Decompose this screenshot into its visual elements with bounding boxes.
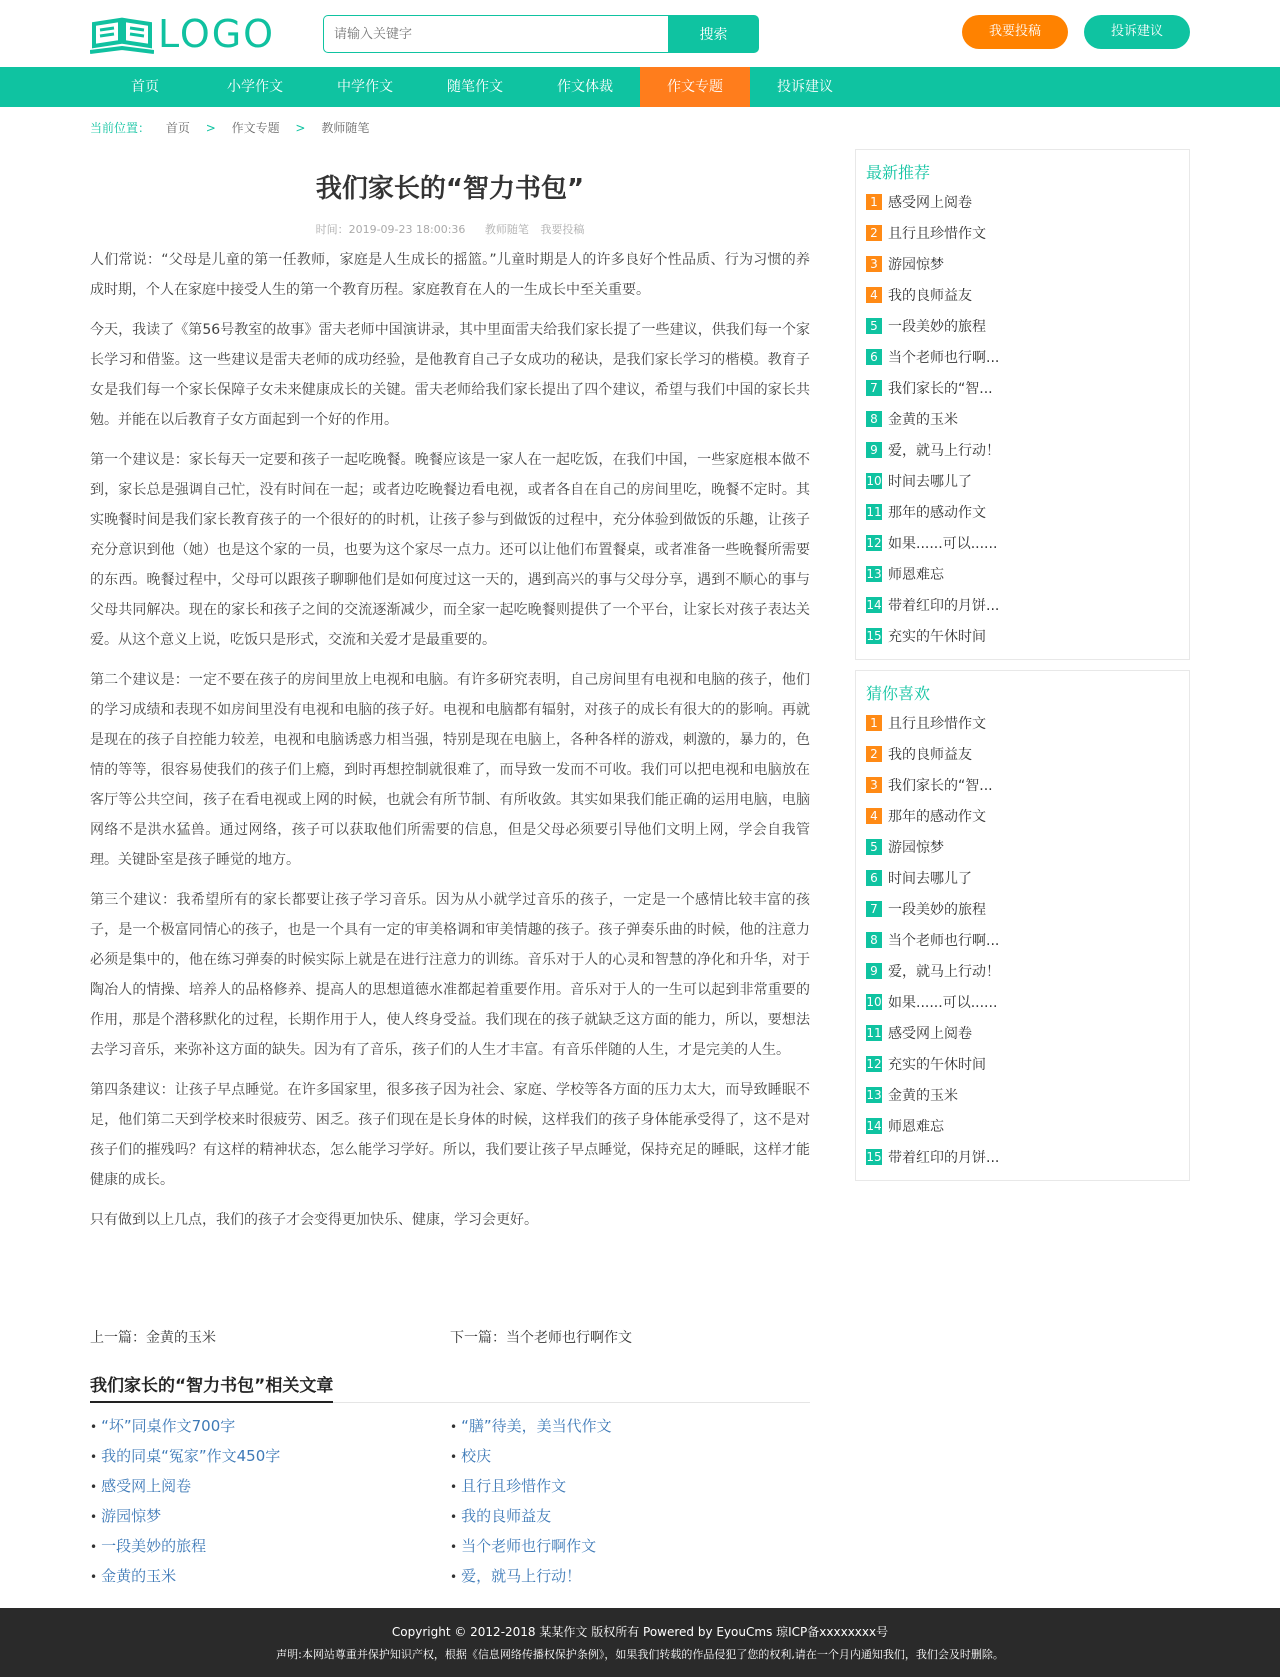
sidebar-item-label: 师恩难忘 <box>888 1119 944 1135</box>
breadcrumb-current[interactable]: 教师随笔 <box>321 121 370 135</box>
sidebar-list-item[interactable] <box>866 312 1023 343</box>
sidebar-list-item[interactable] <box>866 1019 1023 1050</box>
sidebar-item-label: 充实的午休时间 <box>888 1057 986 1073</box>
breadcrumb-topic[interactable]: 作文专题 <box>231 121 280 135</box>
breadcrumb-label: 当前位置： <box>90 121 151 135</box>
sidebar-item-label: 时间去哪儿了 <box>888 474 972 490</box>
sidebar-item-label: 爱，就马上行动！ <box>888 964 1000 980</box>
sidebar-list-item[interactable] <box>866 374 1023 405</box>
breadcrumb <box>90 107 1190 149</box>
sidebar-item-label: 金黄的玉米 <box>888 412 958 428</box>
latest-box <box>855 149 1190 660</box>
article-body <box>90 245 810 1235</box>
sidebar-list-item[interactable] <box>866 709 1023 740</box>
latest-list <box>866 188 1179 653</box>
rank-badge: 6 <box>866 870 882 886</box>
complaint-button[interactable]: 投诉建议 <box>1084 15 1190 49</box>
sidebar-list-item[interactable] <box>866 957 1023 988</box>
article-meta <box>90 215 810 245</box>
header <box>90 0 1190 67</box>
prev-next-nav <box>90 1327 810 1353</box>
related-item[interactable]: • 游园惊梦 <box>90 1507 162 1525</box>
sidebar-list-item[interactable] <box>866 1050 1023 1081</box>
sidebar-item-label: 如果......可以...... <box>888 995 998 1011</box>
article-title: 我们家长的“智力书包” <box>315 174 585 204</box>
sidebar-item-label: 且行且珍惜作文 <box>888 716 986 732</box>
rank-badge: 6 <box>866 349 882 365</box>
nav-item-primary[interactable]: 小学作文 <box>227 79 283 95</box>
sidebar-item-label: 那年的感动作文 <box>888 505 986 521</box>
footer <box>0 1608 1280 1677</box>
related-item[interactable]: • 我的良师益友 <box>450 1507 552 1525</box>
related-item[interactable]: • 校庆 <box>450 1447 492 1465</box>
breadcrumb-separator: > <box>295 121 306 135</box>
rank-badge: 12 <box>866 536 882 550</box>
sidebar-list-item[interactable] <box>866 622 1023 653</box>
sidebar-list-item[interactable] <box>866 926 1023 957</box>
nav-item-home[interactable]: 首页 <box>131 79 159 95</box>
paragraph: 第一个建议是：家长每天一定要和孩子一起吃晚餐。晚餐应该是一家人在一起吃饭，在我们中国，一些家庭根本做不到，家长总是强调自己忙，没有时间在一起；或者边吃晚餐边看电视，或者各自在自己的房间里吃，晚餐不定时。其实晚餐时间是我们家长教育孩子的一个很好的的时机，让孩子参与到做饭的过程中，充分体验到做饭的乐趣，让孩子充分意识到他（她）也是这个家的一员，也要为这个家尽一点力。还可以让他们布置餐桌，或者准备一些晚餐所需要的东西。晚餐过程中，父母可以跟孩子聊聊他们是如何度过这一天的，遇到高兴的事与父母分享，遇到不顺心的事与父母共同解决。现在的家长和孩子之间的交流逐渐减少，而全家一起吃晚餐则提供了一个平台，让家长对孩子表达关爱。从这个意义上说，吃饭只是形式，交流和关爱才是最重要的。 <box>90 452 810 648</box>
sidebar-list-item[interactable] <box>866 436 1023 467</box>
guess-title: 猜你喜欢 <box>866 684 931 703</box>
sidebar-item-label: 金黄的玉米 <box>888 1088 958 1104</box>
rank-badge: 15 <box>866 629 882 643</box>
sidebar-item-label: 那年的感动作文 <box>888 809 986 825</box>
sidebar-list-item[interactable] <box>866 833 1023 864</box>
rank-badge: 8 <box>866 411 882 427</box>
rank-badge: 14 <box>866 598 882 612</box>
sidebar-item-label: 我们家长的“智... <box>888 381 993 397</box>
rank-badge: 9 <box>866 442 882 458</box>
related-column-left <box>90 1411 450 1591</box>
related-title: 我们家长的“智力书包”相关文章 <box>90 1371 333 1403</box>
sidebar-item-label: 我的良师益友 <box>888 747 972 763</box>
sidebar-list-item[interactable] <box>866 740 1023 771</box>
breadcrumb-separator: > <box>205 121 216 135</box>
rank-badge: 5 <box>866 318 882 334</box>
paragraph: 今天，我读了《第56号教室的故事》雷夫老师中国演讲录，其中里面雷夫给我们家长提了一些建议，供我们每一个家长学习和借鉴。这一些建议是雷夫老师的成功经验，是他教育自己子女成功的秘诀，是我们家长学习的楷模。教育子女是我们每一个家长保障子女未来健康成长的关键。雷夫老师给我们家长提出了四个建议，希望与我们中国的家长共勉。并能在以后教育子女方面起到一个好的作用。 <box>90 322 810 428</box>
guess-box <box>855 670 1190 1181</box>
sidebar-list-item[interactable] <box>866 529 1023 560</box>
article-submit-link[interactable]: 我要投稿 <box>540 223 585 236</box>
nav-item-essay[interactable]: 随笔作文 <box>447 79 503 95</box>
sidebar-item-label: 我的良师益友 <box>888 288 972 304</box>
rank-badge: 1 <box>866 715 882 731</box>
rank-badge: 5 <box>866 839 882 855</box>
related-item[interactable]: • 金黄的玉米 <box>90 1567 177 1585</box>
related-item[interactable]: • 一段美妙的旅程 <box>90 1537 207 1555</box>
rank-badge: 12 <box>866 1057 882 1071</box>
sidebar-list-item[interactable] <box>866 864 1023 895</box>
rank-badge: 1 <box>866 194 882 210</box>
latest-title: 最新推荐 <box>866 163 931 182</box>
sidebar-item-label: 当个老师也行啊... <box>888 350 1000 366</box>
rank-badge: 13 <box>866 567 882 581</box>
related-header <box>90 1371 810 1403</box>
nav-item-complaint[interactable]: 投诉建议 <box>777 79 833 95</box>
sidebar-item-label: 一段美妙的旅程 <box>888 902 986 918</box>
rank-badge: 11 <box>866 1026 882 1040</box>
copyright: Copyright © 2012-2018 某某作文 版权所有 Powered by EyouCms 琼ICP备xxxxxxxx号 <box>391 1625 889 1639</box>
related-column-right <box>450 1411 810 1591</box>
guess-list <box>866 709 1179 1174</box>
rank-badge: 3 <box>866 256 882 272</box>
related-item[interactable]: • 感受网上阅卷 <box>90 1477 192 1495</box>
sidebar-item-label: 充实的午休时间 <box>888 629 986 645</box>
sidebar-item-label: 爱，就马上行动！ <box>888 443 1000 459</box>
nav-item-middle[interactable]: 中学作文 <box>337 79 393 95</box>
rank-badge: 10 <box>866 474 882 488</box>
related-item[interactable]: • “坏”同桌作文700字 <box>90 1417 236 1435</box>
sidebar-item-label: 时间去哪儿了 <box>888 871 972 887</box>
sidebar-list-item[interactable] <box>866 591 1023 622</box>
sidebar-item-label: 一段美妙的旅程 <box>888 319 986 335</box>
rank-badge: 14 <box>866 1119 882 1133</box>
article-category[interactable]: 教师随笔 <box>484 223 529 236</box>
breadcrumb-home[interactable]: 首页 <box>165 121 190 135</box>
sidebar-item-label: 师恩难忘 <box>888 567 944 583</box>
related-item[interactable]: • 当个老师也行啊作文 <box>450 1537 597 1555</box>
prev-article-link[interactable]: 上一篇：金黄的玉米 <box>90 1330 216 1346</box>
sidebar-item-label: 我们家长的“智... <box>888 778 993 794</box>
sidebar-list-item[interactable] <box>866 560 1023 591</box>
rank-badge: 8 <box>866 932 882 948</box>
paragraph: 第三个建议：我希望所有的家长都要让孩子学习音乐。因为从小就学过音乐的孩子，一定是一个感情比较丰富的孩子，是一个极富同情心的孩子，也是一个具有一定的审美格调和审美情趣的孩子。孩子弹奏乐曲的时候，他的注意力必须是集中的，他在练习弹奏的时候实际上就是在进行注意力的训练。音乐对于人的心灵和智慧的净化和升华，对于陶冶人的情操、培养人的品格修养、提高人的思想道德水准都起着重要作用。音乐对于人的一生可以起到非常重要的作用，那是个潜移默化的过程，长期作用于人，使人终身受益。我们现在的孩子就缺乏这方面的能力，所以，要想法去学习音乐，来弥补这方面的缺失。因为有了音乐，孩子们的人生才丰富。有音乐伴随的人生，才是完美的人生。 <box>90 892 810 1058</box>
rank-badge: 7 <box>866 380 882 396</box>
sidebar-item-label: 游园惊梦 <box>888 257 944 273</box>
sidebar-item-label: 感受网上阅卷 <box>888 1026 972 1042</box>
sidebar-list-item[interactable] <box>866 405 1023 436</box>
sidebar-list-item[interactable] <box>866 498 1023 529</box>
related-item[interactable]: • 我的同桌“冤家”作文450字 <box>90 1447 281 1465</box>
sidebar-list-item[interactable] <box>866 1081 1023 1112</box>
sidebar-list-item[interactable] <box>866 467 1023 498</box>
paragraph: 只有做到以上几点，我们的孩子才会变得更加快乐、健康，学习会更好。 <box>90 1212 538 1228</box>
paragraph: 第二个建议是：一定不要在孩子的房间里放上电视和电脑。有许多研究表明，自己房间里有电视和电脑的孩子，他们的学习成绩和表现不如房间里没有电视和电脑的孩子好。电视和电脑都有辐射，对孩子的成长有很大的的影响。再就是现在的孩子自控能力较差，电视和电脑诱惑力相当强，特别是现在电脑上，各种各样的游戏，刺激的，暴力的，色情的等等，很容易使我们的孩子们上瘾，到时再想控制就很难了，而导致一发而不可收。我们可以把电视和电脑放在客厅等公共空间，孩子在看电视或上网的时候，也就会有所节制、有所收敛。其实如果我们能正确的运用电脑，电脑网络不是洪水猛兽。通过网络，孩子可以获取他们所需要的信息，但是父母必须要引导他们文明上网，学会自我管理。关键卧室是孩子睡觉的地方。 <box>90 672 810 868</box>
rank-badge: 13 <box>866 1088 882 1102</box>
search-bar <box>323 15 759 53</box>
rank-badge: 2 <box>866 746 882 762</box>
rank-badge: 9 <box>866 963 882 979</box>
sidebar-item-label: 感受网上阅卷 <box>888 195 972 211</box>
sidebar-list-item[interactable] <box>866 343 1023 374</box>
sidebar-item-label: 且行且珍惜作文 <box>888 226 986 242</box>
article <box>90 149 810 1245</box>
related-item[interactable]: • 且行且珍惜作文 <box>450 1477 567 1495</box>
sidebar-list-item[interactable] <box>866 802 1023 833</box>
related-item[interactable]: • “膳”待美，美当代作文 <box>450 1417 612 1435</box>
sidebar-item-label: 如果......可以...... <box>888 536 998 552</box>
sidebar-list-item[interactable] <box>866 1143 1023 1174</box>
rank-badge: 4 <box>866 808 882 824</box>
rank-badge: 2 <box>866 225 882 241</box>
paragraph: 第四条建议：让孩子早点睡觉。在许多国家里，很多孩子因为社会、家庭、学校等各方面的压力太大，而导致睡眠不足，他们第二天到学校来时很疲劳、困乏。孩子们现在是长身体的时候，这样我们的孩子身体能承受得了，这不是对孩子们的摧残吗？有这样的精神状态，怎么能学习学好。所以，我们要让孩子早点睡觉，保持充足的睡眠，这样才能健康的成长。 <box>90 1082 810 1188</box>
sidebar-item-label: 当个老师也行啊... <box>888 933 1000 949</box>
paragraph: 人们常说：“父母是儿童的第一任教师，家庭是人生成长的摇篮。”儿童时期是人的许多良好个性品质、行为习惯的养成时期，个人在家庭中接受人生的第一个教育历程。家庭教育在人的一生成长中至关重要。 <box>90 252 810 298</box>
rank-badge: 7 <box>866 901 882 917</box>
nav-item-genre[interactable]: 作文体裁 <box>557 79 613 95</box>
sidebar <box>855 149 1190 1191</box>
sidebar-list-item[interactable] <box>866 988 1023 1019</box>
main-content <box>90 149 1190 1609</box>
next-article-link[interactable]: 下一篇：当个老师也行啊作文 <box>450 1330 632 1346</box>
sidebar-list-item[interactable] <box>866 1112 1023 1143</box>
sidebar-item-label: 带着红印的月饼... <box>888 1150 1000 1166</box>
rank-badge: 3 <box>866 777 882 793</box>
main-nav <box>0 67 1280 107</box>
search-button[interactable]: 搜索 <box>668 15 759 53</box>
search-input[interactable] <box>323 15 668 53</box>
nav-item-topic[interactable]: 作文专题 <box>640 67 750 107</box>
sidebar-list-item[interactable] <box>866 250 1023 281</box>
logo-text: LOGO <box>158 12 276 56</box>
rank-badge: 15 <box>866 1150 882 1164</box>
sidebar-item-label: 带着红印的月饼... <box>888 598 1000 614</box>
related-item[interactable]: • 爱，就马上行动！ <box>450 1567 582 1585</box>
sidebar-list-item[interactable] <box>866 281 1023 312</box>
book-logo-icon <box>90 12 154 56</box>
sidebar-list-item[interactable] <box>866 895 1023 926</box>
sidebar-list-item[interactable] <box>866 188 1023 219</box>
submit-article-button[interactable]: 我要投稿 <box>962 15 1068 49</box>
sidebar-list-item[interactable] <box>866 771 1023 802</box>
rank-badge: 10 <box>866 995 882 1009</box>
rank-badge: 4 <box>866 287 882 303</box>
sidebar-item-label: 游园惊梦 <box>888 840 944 856</box>
sidebar-list-item[interactable] <box>866 219 1023 250</box>
logo[interactable] <box>90 12 275 56</box>
article-time: 时间：2019-09-23 18:00:36 <box>315 223 466 236</box>
disclaimer: 声明:本网站尊重并保护知识产权，根据《信息网络传播权保护条例》，如果我们转载的作品侵犯了您的权利,请在一个月内通知我们，我们会及时删除。 <box>276 1648 1004 1661</box>
rank-badge: 11 <box>866 505 882 519</box>
